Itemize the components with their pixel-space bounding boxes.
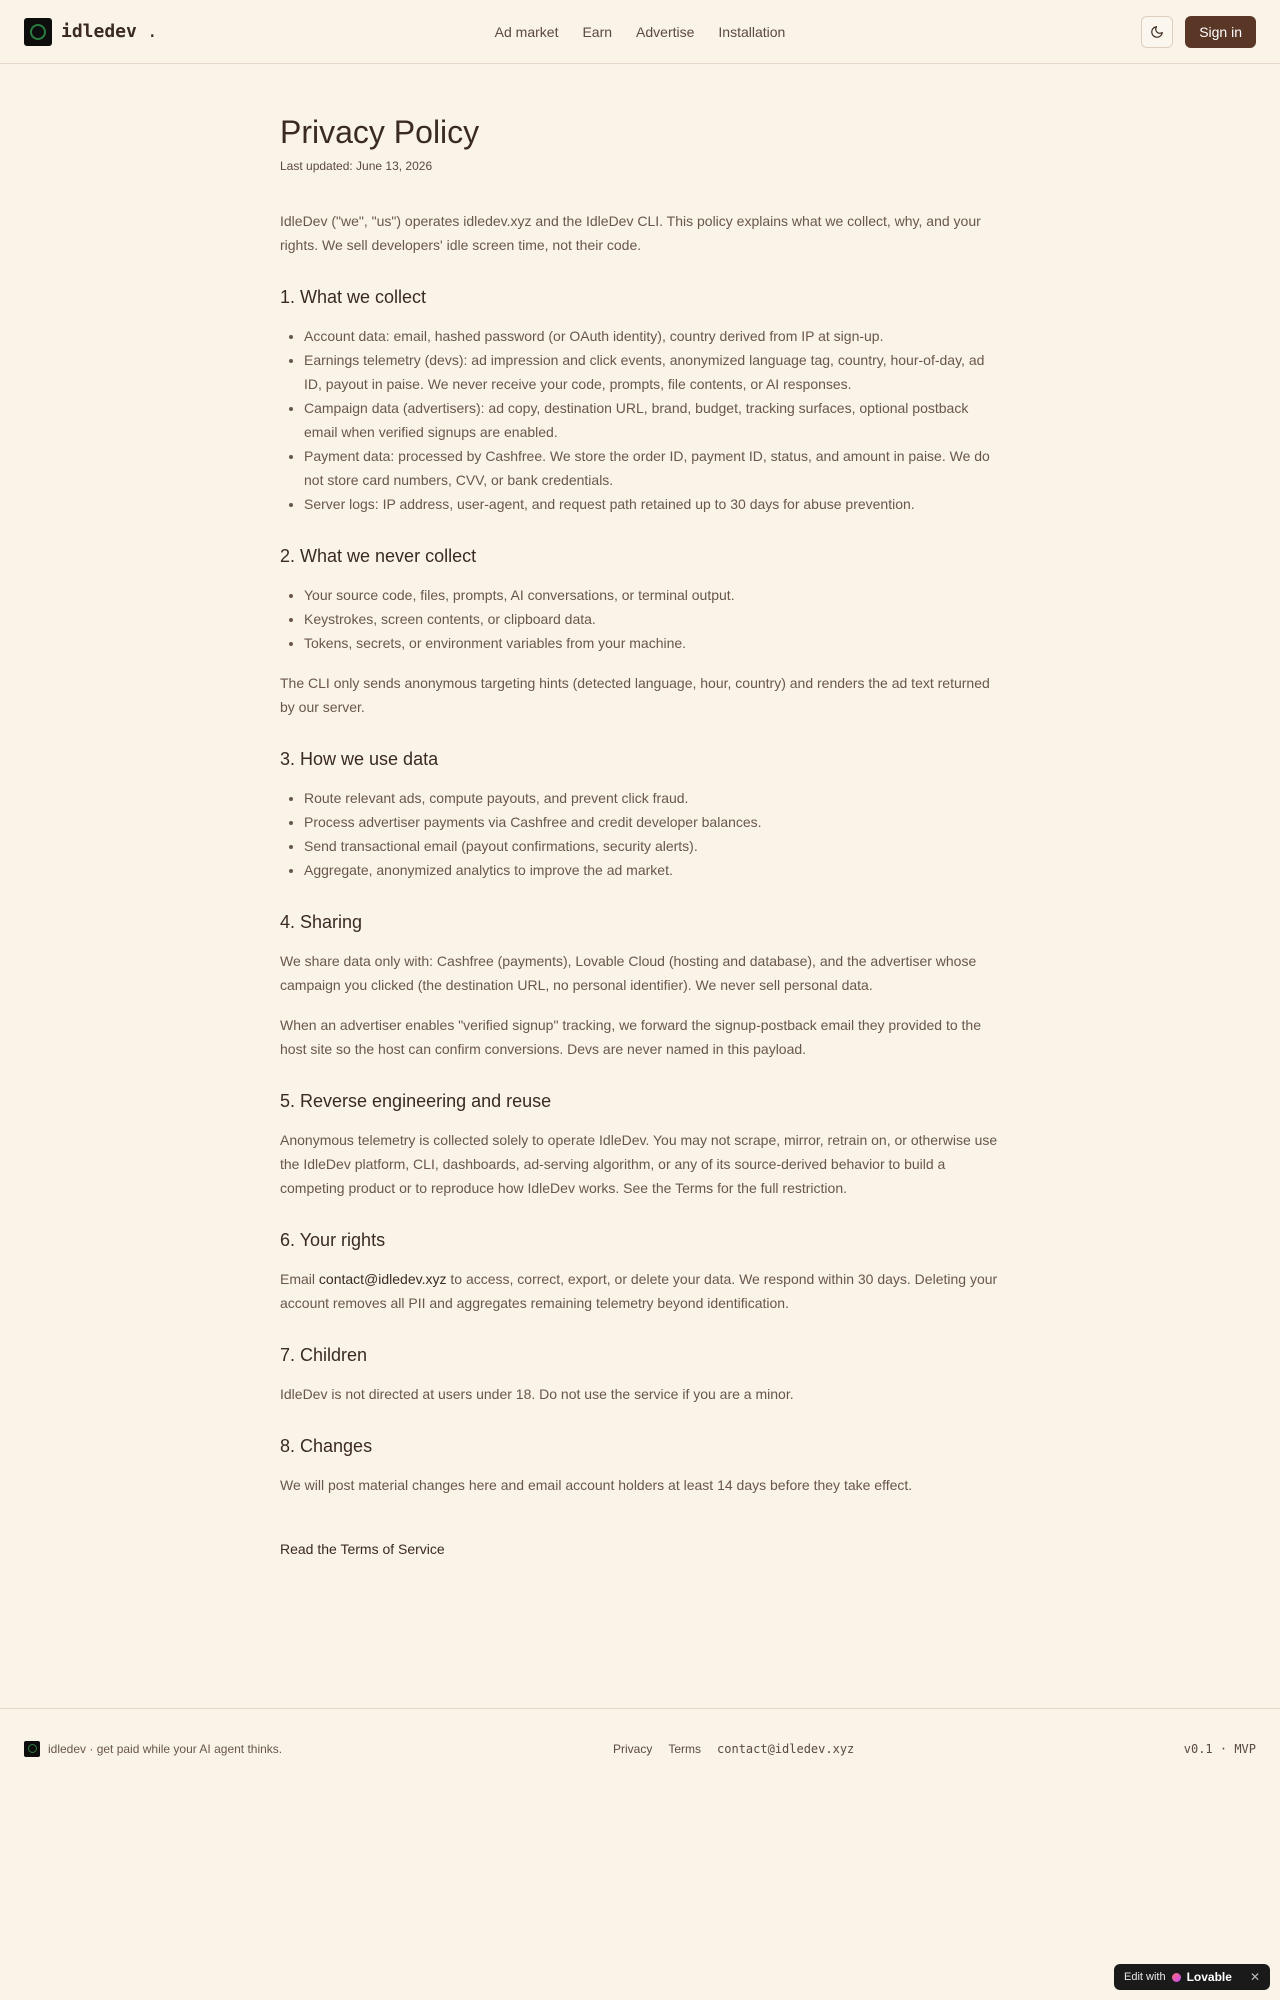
terms-of-service-link[interactable]: Read the Terms of Service	[280, 1541, 445, 1557]
footer-privacy-link[interactable]: Privacy	[613, 1741, 653, 1756]
header-actions	[1141, 16, 1256, 48]
reverse-paragraph: Anonymous telemetry is collected solely to operate IdleDev. You may not scrape, mirror, retrain on, or otherwise use the IdleDev platform, CLI, dashboards, ad-serving algorithm, or any of its source-derived behavior to build a competing product or to reproduce how IdleDev works. See the Terms for the full restriction.	[280, 1132, 998, 1196]
section-heading-never: 2. What we never collect	[280, 546, 477, 566]
brand-suffix: .	[146, 21, 158, 42]
cli-note: The CLI only sends anonymous targeting hints (detected language, hour, country) and renders the ad text returned by our server.	[280, 675, 990, 715]
rights-prefix: Email	[280, 1271, 316, 1287]
footer-tagline: idledev · get paid while your AI agent thinks.	[48, 1741, 283, 1756]
section-heading-rights: 6. Your rights	[280, 1230, 386, 1250]
nav-advertise[interactable]: Advertise	[636, 23, 695, 40]
lovable-badge[interactable]	[1114, 1964, 1270, 1990]
last-updated: Last updated: June 13, 2026	[280, 159, 433, 173]
version-label: v0.1 · MVP	[1183, 1741, 1256, 1756]
use-list	[280, 786, 1000, 882]
list-item: • Earnings telemetry (devs): ad impression and click events, anonymized language tag, country, hour-of-day, ad ID, payout in paise. We never receive your code, prompts, file contents, or AI responses.	[304, 348, 1000, 396]
section-heading-use: 3. How we use data	[280, 749, 439, 769]
footer-terms-link[interactable]: Terms	[668, 1741, 702, 1756]
intro-paragraph: IdleDev ("we", "us") operates idledev.xyz and the IdleDev CLI. This policy explains what we collect, why, and your rights. We sell developers' idle screen time, not their code.	[280, 213, 981, 253]
section-heading-changes: 8. Changes	[280, 1436, 373, 1456]
logo-icon	[24, 1741, 40, 1757]
rights-paragraph	[280, 1267, 1000, 1315]
section-heading-reverse: 5. Reverse engineering and reuse	[280, 1091, 552, 1111]
collect-list	[280, 324, 1000, 516]
section-heading-collect: 1. What we collect	[280, 287, 427, 307]
list-item: • Server logs: IP address, user-agent, and request path retained up to 30 days for abuse prevention.	[304, 492, 1000, 516]
page-title: Privacy Policy	[280, 114, 480, 150]
policy-content	[280, 64, 1000, 1557]
site-header	[0, 0, 1280, 64]
brand-name: idledev	[61, 21, 137, 42]
nav-installation[interactable]: Installation	[718, 23, 786, 40]
contact-email-link[interactable]: contact@idledev.xyz	[318, 1271, 447, 1287]
list-item: • Keystrokes, screen contents, or clipboard data.	[304, 607, 1000, 631]
close-icon[interactable]: ✕	[1249, 1970, 1260, 1984]
section-heading-sharing: 4. Sharing	[280, 912, 363, 932]
list-item: • Payment data: processed by Cashfree. We store the order ID, payment ID, status, and amount in paise. We do not store card numbers, CVV, or bank credentials.	[304, 444, 1000, 492]
moon-icon	[1150, 25, 1164, 39]
theme-toggle-button[interactable]	[1141, 16, 1173, 48]
list-item: • Route relevant ads, compute payouts, and prevent click fraud.	[304, 786, 1000, 810]
children-paragraph: IdleDev is not directed at users under 18. Do not use the service if you are a minor.	[280, 1386, 794, 1402]
nav-ad-market[interactable]: Ad market	[494, 23, 559, 40]
sign-in-button[interactable]: Sign in	[1185, 16, 1256, 48]
sharing-verified-paragraph: When an advertiser enables "verified signup" tracking, we forward the signup-postback email they provided to the host site so the host can confirm conversions. Devs are never named in this payload.	[280, 1017, 981, 1057]
badge-brand: Lovable	[1186, 1970, 1232, 1984]
heart-icon	[1172, 1973, 1181, 1982]
site-footer	[0, 1708, 1280, 1788]
footer-email-link[interactable]: contact@idledev.xyz	[717, 1741, 855, 1756]
logo-icon	[24, 18, 52, 46]
section-heading-children: 7. Children	[280, 1345, 368, 1365]
list-item: • Your source code, files, prompts, AI conversations, or terminal output.	[304, 583, 1000, 607]
never-list	[280, 583, 1000, 655]
changes-paragraph: We will post material changes here and email account holders at least 14 days before they take effect.	[280, 1477, 913, 1493]
badge-prefix: Edit with	[1124, 1971, 1166, 1983]
rights-suffix: to access, correct, export, or delete your data. We respond within 30 days. Deleting your account removes all PII and aggregates remaining telemetry beyond identification.	[280, 1271, 998, 1311]
list-item: • Tokens, secrets, or environment variables from your machine.	[304, 631, 1000, 655]
sharing-paragraph: We share data only with: Cashfree (payments), Lovable Cloud (hosting and database), and the advertiser whose campaign you clicked (the destination URL, no personal identifier). We never sell personal data.	[280, 953, 977, 993]
list-item: • Aggregate, anonymized analytics to improve the ad market.	[304, 858, 1000, 882]
list-item: • Campaign data (advertisers): ad copy, destination URL, brand, budget, tracking surfaces, optional postback email when verified signups are enabled.	[304, 396, 1000, 444]
main-nav	[495, 24, 786, 40]
brand[interactable]	[24, 18, 158, 46]
list-item: • Send transactional email (payout confirmations, security alerts).	[304, 834, 1000, 858]
list-item: • Account data: email, hashed password (or OAuth identity), country derived from IP at sign-up.	[304, 324, 1000, 348]
list-item: • Process advertiser payments via Cashfree and credit developer balances.	[304, 810, 1000, 834]
footer-links	[613, 1742, 854, 1756]
footer-brand	[24, 1741, 282, 1757]
nav-earn[interactable]: Earn	[582, 23, 613, 40]
